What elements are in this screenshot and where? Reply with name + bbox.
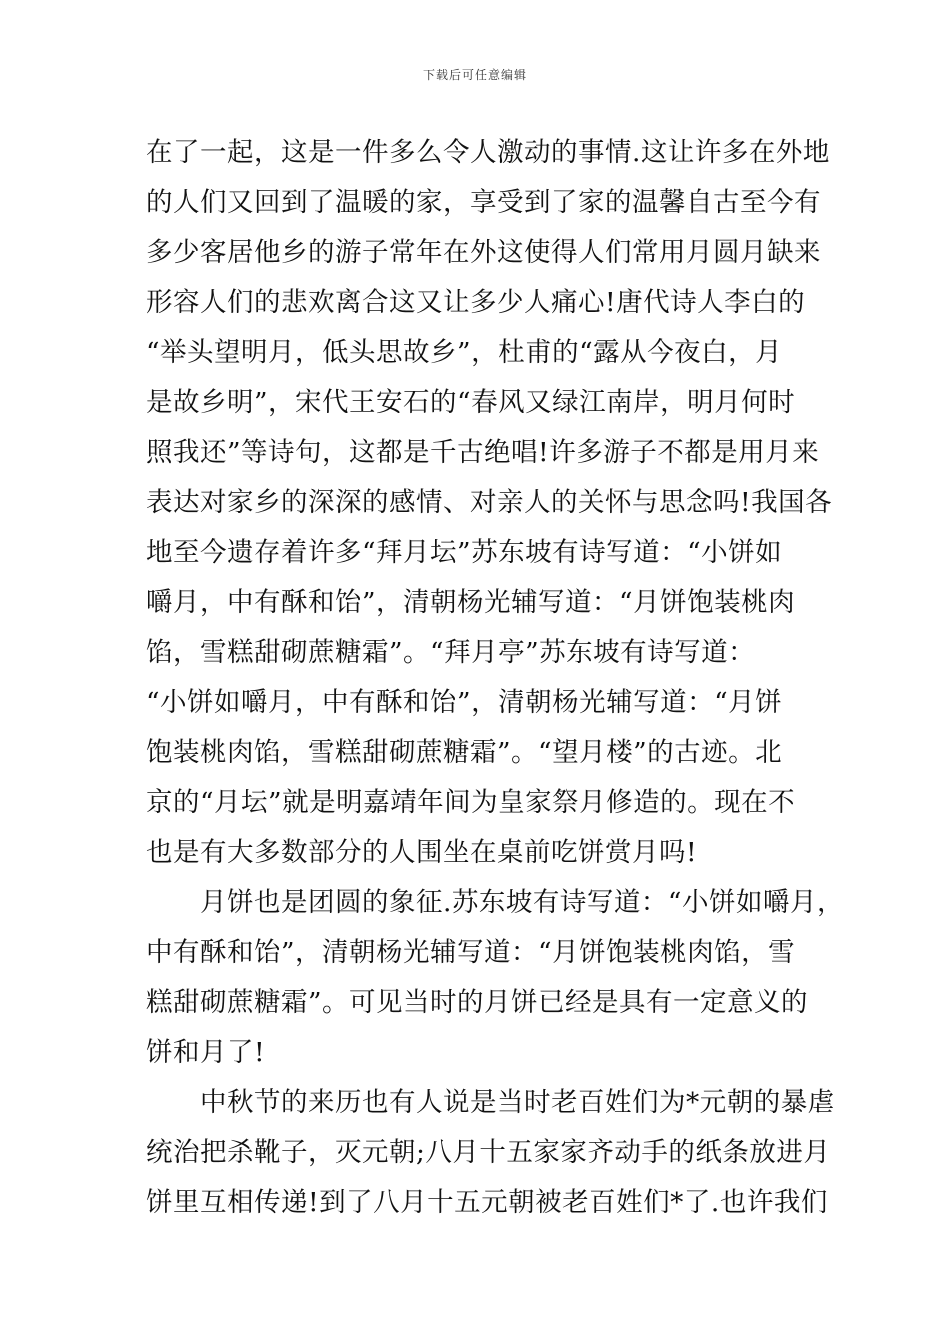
text-line: 统治把杀靴子，灭元朝;八月十五家家齐动手的纸条放进月: [146, 1137, 831, 1168]
paragraph: [146, 878, 844, 1078]
paragraph: [146, 128, 833, 878]
text-line: 中有酥和饴”，清朝杨光辅写道：“月饼饱装桃肉馅，雪: [146, 937, 796, 968]
text-line: 饼里互相传递!到了八月十五元朝被老百姓们*了.也许我们: [146, 1187, 828, 1218]
text-line: 馅，雪糕甜砌蔗糖霜”。“拜月亭”苏东坡有诗写道：: [146, 637, 756, 668]
text-line: “小饼如嚼月，中有酥和饴”，清朝杨光辅写道：“月饼: [146, 687, 783, 718]
text-line: 月饼也是团圆的象征.苏东坡有诗写道：“小饼如嚼月，: [200, 887, 844, 918]
text-line: 形容人们的悲欢离合这又让多少人痛心!唐代诗人李白的: [146, 287, 806, 318]
text-line: 的人们又回到了温暖的家，享受到了家的温馨自古至今有: [146, 187, 821, 218]
text-line: 嚼月，中有酥和饴”，清朝杨光辅写道：“月饼饱装桃肉: [146, 587, 796, 618]
text-line: 也是有大多数部分的人围坐在桌前吃饼赏月吗!: [146, 837, 698, 868]
text-line: 饼和月了!: [146, 1037, 266, 1068]
text-line: 照我还”等诗句，这都是千古绝唱!许多游子不都是用月来: [146, 437, 820, 468]
document-body: [146, 128, 844, 1228]
text-line: 多少客居他乡的游子常年在外这使得人们常用月圆月缺来: [146, 237, 821, 268]
page-header: 下载后可任意编辑: [422, 68, 527, 82]
text-line: 是故乡明”，宋代王安石的“春风又绿江南岸，明月何时: [146, 387, 796, 418]
text-line: 地至今遗存着许多“拜月坛”苏东坡有诗写道：“小饼如: [146, 537, 783, 568]
text-line: 中秋节的来历也有人说是当时老百姓们为*元朝的暴虐: [200, 1087, 835, 1118]
text-line: 饱装桃肉馅，雪糕甜砌蔗糖霜”。“望月楼”的古迹。北: [146, 737, 783, 768]
text-line: 糕甜砌蔗糖霜”。可见当时的月饼已经是具有一定意义的: [146, 987, 809, 1018]
text-line: 京的“月坛”就是明嘉靖年间为皇家祭月修造的。现在不: [146, 787, 796, 818]
text-line: 在了一起，这是一件多么令人激动的事情.这让许多在外地: [146, 137, 830, 168]
text-line: 表达对家乡的深深的感情、对亲人的关怀与思念吗!我国各: [146, 487, 833, 518]
text-line: “举头望明月，低头思故乡”，杜甫的“露从今夜白，月: [146, 337, 783, 368]
paragraph: [146, 1078, 835, 1228]
